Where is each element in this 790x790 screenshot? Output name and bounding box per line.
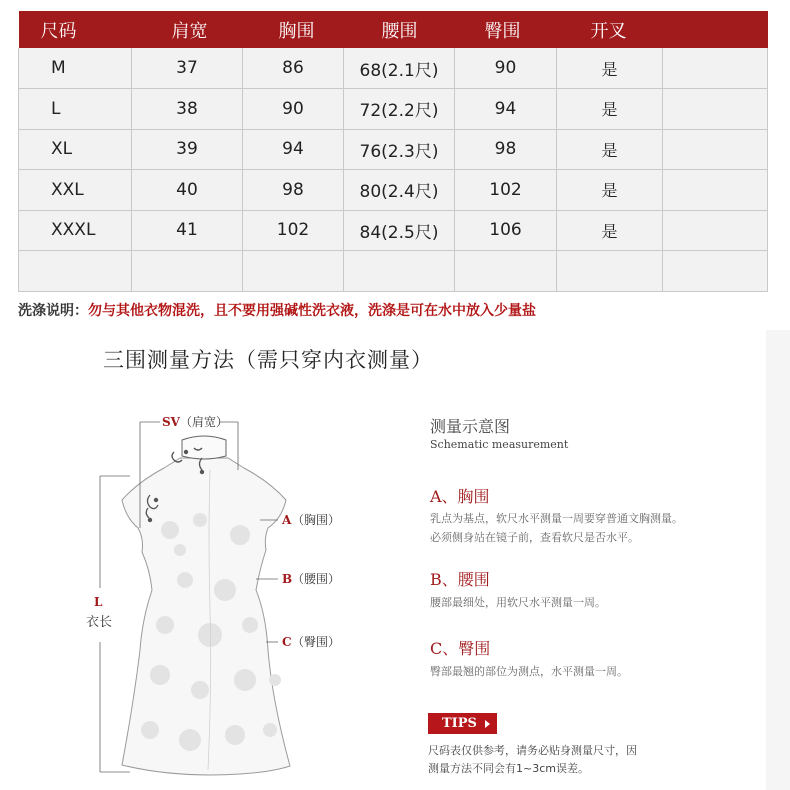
tips-line2: 测量方法不同会有1~3cm误差。 (428, 762, 589, 775)
tips-line1: 尺码表仅供参考，请务必贴身测量尺寸，因 (428, 744, 637, 757)
cell-waist: 80(2.4尺) (344, 170, 455, 211)
table-row (19, 129, 768, 170)
tips-badge: TIPS (428, 713, 497, 734)
bust-heading: A、胸围 (430, 487, 490, 506)
cell-hip: 98 (455, 129, 557, 170)
cell-shoulder: 38 (132, 89, 243, 130)
header-size: 尺码 (19, 11, 132, 48)
cell-waist: 84(2.5尺) (344, 210, 455, 251)
cell-size: M (19, 48, 132, 89)
schematic-subtitle: Schematic measurement (430, 438, 569, 451)
l-cn-label: 衣长 (86, 615, 113, 630)
cell-bust: 94 (243, 129, 344, 170)
cell-waist: 76(2.3尺) (344, 129, 455, 170)
cell-empty (132, 251, 243, 292)
table-row-empty (19, 251, 768, 292)
b-label: B (282, 572, 293, 586)
a-label: A (282, 513, 292, 527)
cell-empty (455, 251, 557, 292)
cell-slit: 是 (557, 170, 663, 211)
cell-slit: 是 (557, 48, 663, 89)
c-label: C (282, 635, 292, 649)
cell-hip: 94 (455, 89, 557, 130)
cell-bust: 90 (243, 89, 344, 130)
cell-slit: 是 (557, 89, 663, 130)
header-waist: 腰围 (344, 11, 455, 48)
cell-hip: 90 (455, 48, 557, 89)
table-row (19, 89, 768, 130)
tips-text (428, 742, 637, 778)
table-header-row (19, 11, 768, 48)
wash-note-text: 勿与其他衣物混洗，且不要用强碱性洗衣液，洗涤是可在水中放入少量盐 (88, 303, 536, 319)
section-title: 三围测量方法（需只穿内衣测量） (103, 348, 433, 372)
table-row (19, 48, 768, 89)
bust-desc-line2: 必须侧身站在镜子前，查看软尺是否水平。 (430, 531, 639, 544)
cell-shoulder: 39 (132, 129, 243, 170)
cell-bust: 86 (243, 48, 344, 89)
cell-hip: 106 (455, 210, 557, 251)
wash-note-label: 洗涤说明： (18, 303, 88, 319)
cell-empty (19, 251, 132, 292)
table-row (19, 170, 768, 211)
sv-cn-label: （肩宽） (180, 415, 229, 429)
dress-illustration (122, 436, 293, 775)
cell-waist: 68(2.1尺) (344, 48, 455, 89)
table-row (19, 210, 768, 251)
a-cn-label: （胸围） (292, 513, 341, 527)
sv-label: SV (162, 415, 180, 429)
size-table (18, 11, 768, 292)
cell-hip: 102 (455, 170, 557, 211)
hip-heading: C、臀围 (430, 639, 491, 658)
waist-desc: 腰部最细处，用软尺水平测量一周。 (430, 596, 606, 609)
cell-bust: 102 (243, 210, 344, 251)
cell-empty (557, 251, 663, 292)
cell-waist: 72(2.2尺) (344, 89, 455, 130)
cell-shoulder: 37 (132, 48, 243, 89)
cell-empty (663, 251, 768, 292)
cell-empty (663, 170, 768, 211)
header-hip: 臀围 (455, 11, 557, 48)
l-label: L (94, 595, 103, 609)
header-bust: 胸围 (243, 11, 344, 48)
cell-slit: 是 (557, 129, 663, 170)
cell-size: XXL (19, 170, 132, 211)
c-cn-label: （臀围） (292, 635, 341, 649)
schematic-title: 测量示意图 (430, 417, 511, 436)
hip-desc: 臀部最翘的部位为测点，水平测量一周。 (430, 665, 628, 678)
waist-heading: B、腰围 (430, 570, 490, 589)
cell-empty (663, 48, 768, 89)
dress-diagram (86, 410, 360, 785)
cell-slit: 是 (557, 210, 663, 251)
b-cn-label: （腰围） (292, 572, 341, 586)
cell-size: XXXL (19, 210, 132, 251)
cell-empty (663, 129, 768, 170)
cell-bust: 98 (243, 170, 344, 211)
cell-size: XL (19, 129, 132, 170)
bust-desc-line1: 乳点为基点，软尺水平测量一周要穿普通文胸测量。 (430, 512, 683, 525)
header-empty (663, 11, 768, 48)
cell-empty (344, 251, 455, 292)
cell-empty (663, 89, 768, 130)
cell-size: L (19, 89, 132, 130)
header-shoulder: 肩宽 (132, 11, 243, 48)
cell-empty (663, 210, 768, 251)
cell-empty (243, 251, 344, 292)
right-edge-strip (766, 330, 790, 790)
cell-shoulder: 41 (132, 210, 243, 251)
cell-shoulder: 40 (132, 170, 243, 211)
header-slit: 开叉 (557, 11, 663, 48)
wash-note (18, 300, 536, 320)
